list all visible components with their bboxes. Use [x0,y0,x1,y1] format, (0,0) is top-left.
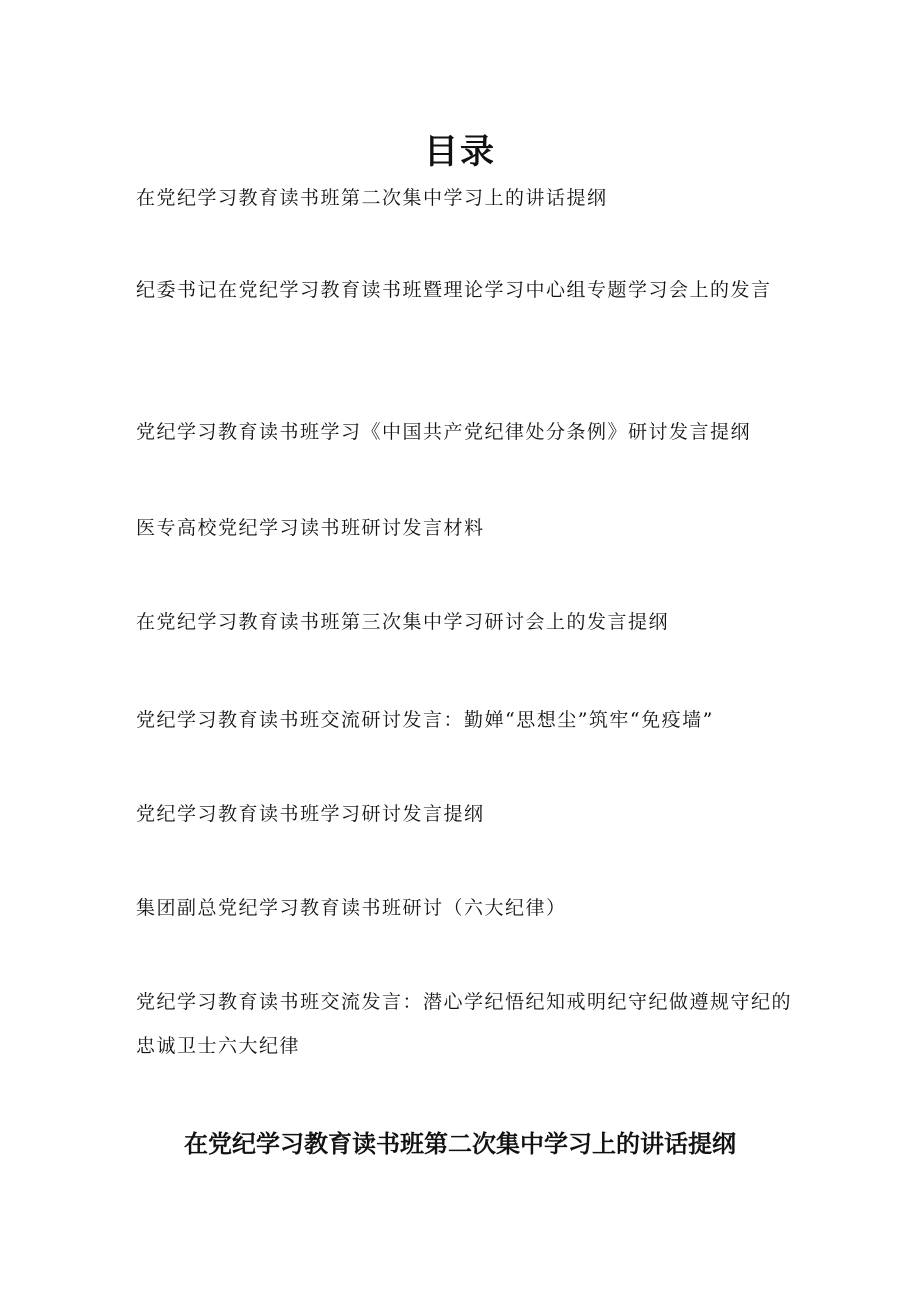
toc-item: 党纪学习教育读书班学习《中国共产党纪律处分条例》研讨发言提纲 [136,421,752,443]
toc-item: 集团副总党纪学习教育读书班研讨（六大纪律） [136,897,567,919]
toc-item: 党纪学习教育读书班学习研讨发言提纲 [136,803,485,825]
toc-item: 党纪学习教育读书班交流研讨发言：勤婵“思想尘”筑牢“免疫墙” [136,709,714,731]
toc-title: 目录 [424,132,496,172]
toc-item: 医专高校党纪学习读书班研讨发言材料 [136,517,485,539]
toc-item: 纪委书记在党纪学习教育读书班暨理论学习中心组专题学习会上的发言 [136,279,772,301]
toc-item: 在党纪学习教育读书班第三次集中学习研讨会上的发言提纲 [136,611,670,633]
toc-item: 党纪学习教育读书班交流发言：潜心学纪悟纪知戒明纪守纪做遵规守纪的忠诚卫士六大纪律 [136,991,793,1057]
toc-item: 在党纪学习教育读书班第二次集中学习上的讲话提纲 [136,187,608,209]
section-heading: 在党纪学习教育读书班第二次集中学习上的讲话提纲 [184,1130,736,1158]
